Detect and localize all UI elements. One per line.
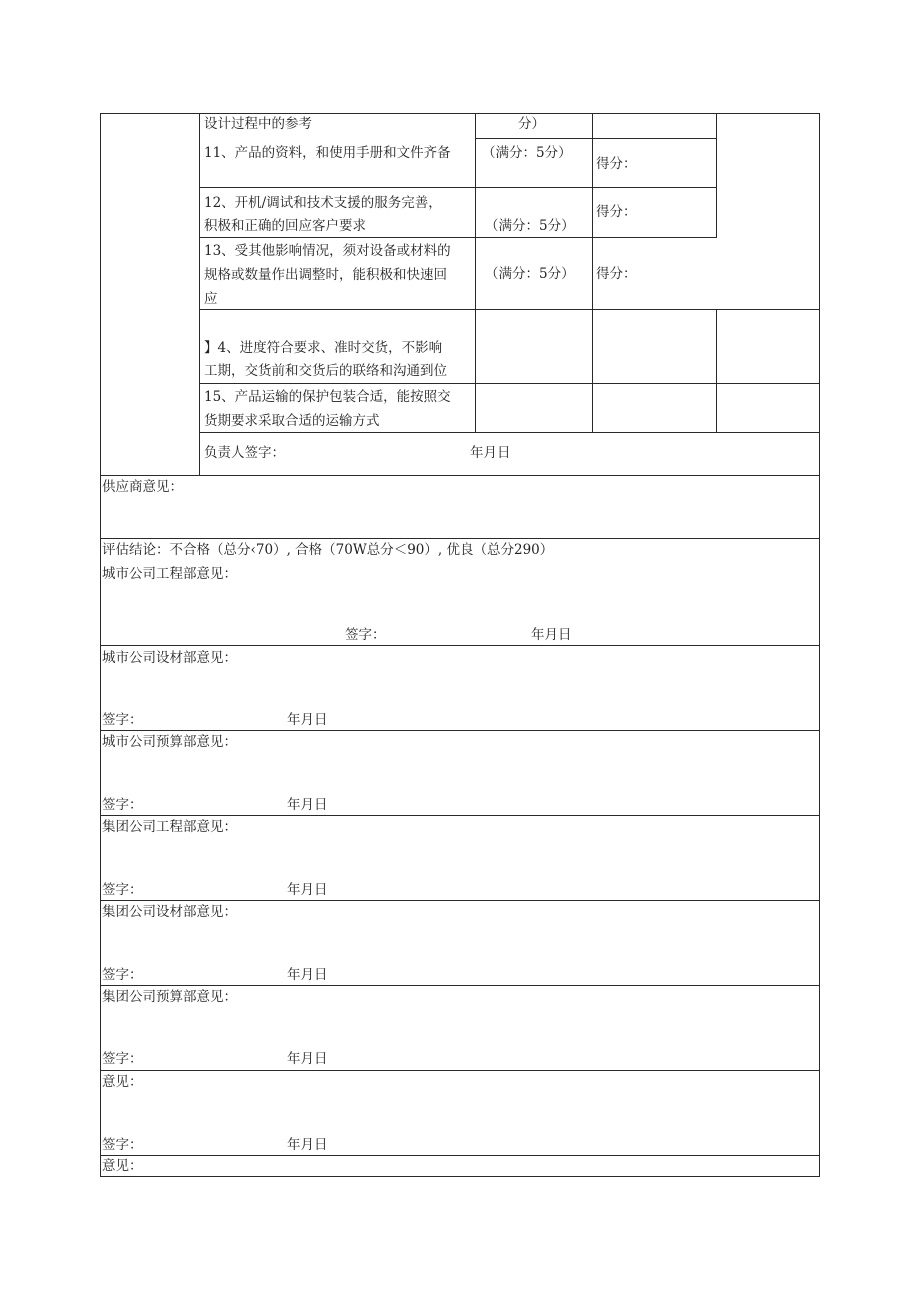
sign-label: 签字： <box>102 797 143 813</box>
item-text-line-2: 规格或数量作出调整时，能积极和快速回 <box>204 267 447 283</box>
item-text: 11、产品的资料，和使用手册和文件齐备 <box>204 145 451 161</box>
section-label: 集团公司预算部意见： <box>102 989 237 1005</box>
sign-label: 签字： <box>102 1137 143 1153</box>
item-text-line-1: 15、产品运输的保护包装合适，能按照交 <box>204 389 451 405</box>
sign-label: 签字： <box>102 967 143 983</box>
score-label: 得分： <box>596 156 637 172</box>
section-line-supplier <box>100 475 820 476</box>
date-label: 年月日 <box>287 1137 328 1153</box>
sign-label: 签字： <box>102 882 143 898</box>
responsible-sign-label: 负责人签字： <box>204 445 285 461</box>
item-text-line-1: 12、开机/调试和技术支援的服务完善， <box>204 195 442 211</box>
date-label: 年月日 <box>287 797 328 813</box>
date-label: 年月日 <box>287 1051 328 1067</box>
sign-label: 签字： <box>102 712 143 728</box>
section-label: 集团公司工程部意见： <box>102 819 237 835</box>
max-score-text: （满分：5分） <box>482 145 572 161</box>
date-label: 年月日 <box>287 882 328 898</box>
item-text: 设计过程中的参考 <box>204 116 312 132</box>
section-label: 城市公司工程部意见： <box>102 566 237 582</box>
section-line-opinion-2 <box>100 1155 820 1156</box>
date-label: 年月日 <box>287 967 328 983</box>
score-label: 得分： <box>596 204 637 220</box>
section-label: 城市公司预算部意见： <box>102 734 237 750</box>
max-score-text: 分） <box>518 116 545 132</box>
col-line-extra-b <box>716 309 717 432</box>
col-line-extra-a <box>716 113 717 238</box>
col-line-score <box>592 113 593 432</box>
date-label: 年月日 <box>287 712 328 728</box>
row-line-2 <box>199 187 717 188</box>
item-text-line-2: 工期，交货前和交货后的联络和沟通到位 <box>204 363 447 379</box>
score-label: 得分： <box>596 266 637 282</box>
item-text-line-3: 应 <box>204 291 218 307</box>
section-label: 城市公司设材部意见： <box>102 650 237 666</box>
item-text-line-2: 积极和正确的回应客户要求 <box>204 218 366 234</box>
section-line-opinion-1 <box>100 1070 820 1071</box>
row-line-4 <box>199 309 819 310</box>
responsible-date: 年月日 <box>470 445 511 461</box>
date-label: 年月日 <box>531 627 572 643</box>
max-score-text: （满分：5分） <box>485 266 575 282</box>
section-label: 意见： <box>102 1158 143 1174</box>
max-score-text: （满分：5分） <box>485 218 575 234</box>
col-line-max <box>475 113 476 432</box>
item-text-line-1: 13、受其他影响情况，须对设备或材料的 <box>204 243 451 259</box>
item-text-line-2: 货期要求采取合适的运输方式 <box>204 413 380 429</box>
item-text-line-1: 】4、进度符合要求、准时交货，不影响 <box>204 340 443 356</box>
col-line-item <box>199 113 200 475</box>
row-line-1 <box>475 138 717 139</box>
sign-label: 签字： <box>345 627 386 643</box>
supplier-opinion-label: 供应商意见： <box>102 479 183 495</box>
sign-label: 签字： <box>102 1051 143 1067</box>
section-label: 意见： <box>102 1074 143 1090</box>
border-bottom <box>100 1176 820 1177</box>
section-label: 集团公司设材部意见： <box>102 904 237 920</box>
evaluation-conclusion: 评估结论：不合格（总分‹70）, 合格（70W总分＜90）, 优良（总分290） <box>102 542 554 558</box>
